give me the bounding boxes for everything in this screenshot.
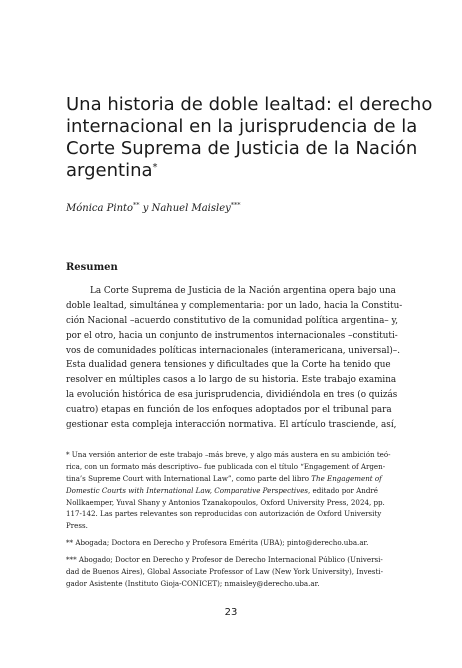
title-line: Corte Suprema de Justicia de la Nación — [66, 138, 418, 159]
author-footnote-mark: ** — [133, 201, 140, 209]
abstract-line: La Corte Suprema de Justicia de la Nación argentina opera bajo una — [90, 286, 396, 296]
abstract-line: Esta dualidad genera tensiones y dificultades que la Corte ha tenido que — [66, 360, 391, 371]
footnote-line: gador Asistente (Instituto Gioja-CONICET); nmaisley@derecho.uba.ar. — [66, 578, 320, 588]
authors-connector: y — [142, 203, 149, 214]
abstract-body — [66, 284, 403, 433]
footnote-line: Press. — [66, 521, 88, 531]
author-footnote-mark: *** — [230, 201, 241, 209]
title-line: internacional en la jurisprudencia de la — [66, 116, 418, 137]
book-title-italic: The Engagement of — [311, 473, 382, 483]
article-title — [66, 94, 433, 182]
title-line — [66, 160, 426, 182]
footnote-line: *** Abogado; Doctor en Derecho y Profesor de Derecho Internacional Público (Universi- — [66, 555, 383, 565]
abstract-line: la evolución histórica de esa jurisprudencia, dividiéndola en tres (o quizás — [66, 390, 398, 401]
footnote-line: * Una versión anterior de este trabajo –más breve, y algo más austera en su ambición teó- — [66, 450, 391, 459]
abstract-line: doble lealtad, simultánea y complementaria: por un lado, hacia la Constitu- — [66, 300, 403, 311]
footnote-line: ** Abogada; Doctora en Derecho y Profesora Emérita (UBA); pinto@derecho.uba.ar. — [66, 538, 369, 548]
footnotes — [66, 449, 396, 590]
footnote-line: dad de Buenos Aires), Global Associate Professor of Law (New York University), Investi- — [66, 567, 383, 577]
footnote-line — [66, 473, 396, 485]
book-title-italic: Domestic Courts with International Law, Comparative Perspectives — [66, 485, 309, 495]
title-line: Una historia de doble lealtad: el derecho — [66, 94, 433, 115]
footnote-line: rica, con un formato más descriptivo– fue publicada con el título “Engagement of Argen- — [66, 461, 386, 471]
footnote-text: tina’s Supreme Court with International Law”, como parte del libro — [66, 473, 312, 483]
author-name: Mónica Pinto — [66, 203, 134, 214]
title-footnote-mark: * — [152, 162, 158, 173]
abstract-line: vos de comunidades políticas internacionales (interamericana, universal)–. — [66, 345, 401, 356]
abstract-line: resolver en múltiples casos a lo largo de su historia. Este trabajo examina — [66, 375, 397, 386]
footnote-line — [66, 485, 396, 497]
page-number: 23 — [224, 607, 238, 618]
footnote-line: 117-142. Las partes relevantes son reproducidas con autorización de Oxford University — [66, 509, 382, 519]
footnote-text: , editado por André — [308, 485, 378, 495]
abstract-line: gestionar esta compleja interacción normativa. El artículo trasciende, así, — [66, 420, 397, 431]
abstract-line: cuatro) etapas en función de los enfoques adoptados por el tribunal para — [66, 405, 392, 416]
title-line-text: argentina — [66, 160, 153, 181]
abstract-heading: Resumen — [66, 262, 118, 273]
author-name: Nahuel Maisley — [151, 203, 231, 214]
footnote-line: Nollkaemper, Yuval Shany y Antonios Tzanakopoulos, Oxford University Press, 2024, pp. — [66, 497, 385, 507]
abstract-line: por el otro, hacia un conjunto de instrumentos internacionales –constituti- — [66, 330, 398, 341]
abstract-line: ción Nacional –acuerdo constitutivo de la comunidad política argentina– y, — [66, 315, 399, 326]
article-authors — [66, 203, 241, 214]
